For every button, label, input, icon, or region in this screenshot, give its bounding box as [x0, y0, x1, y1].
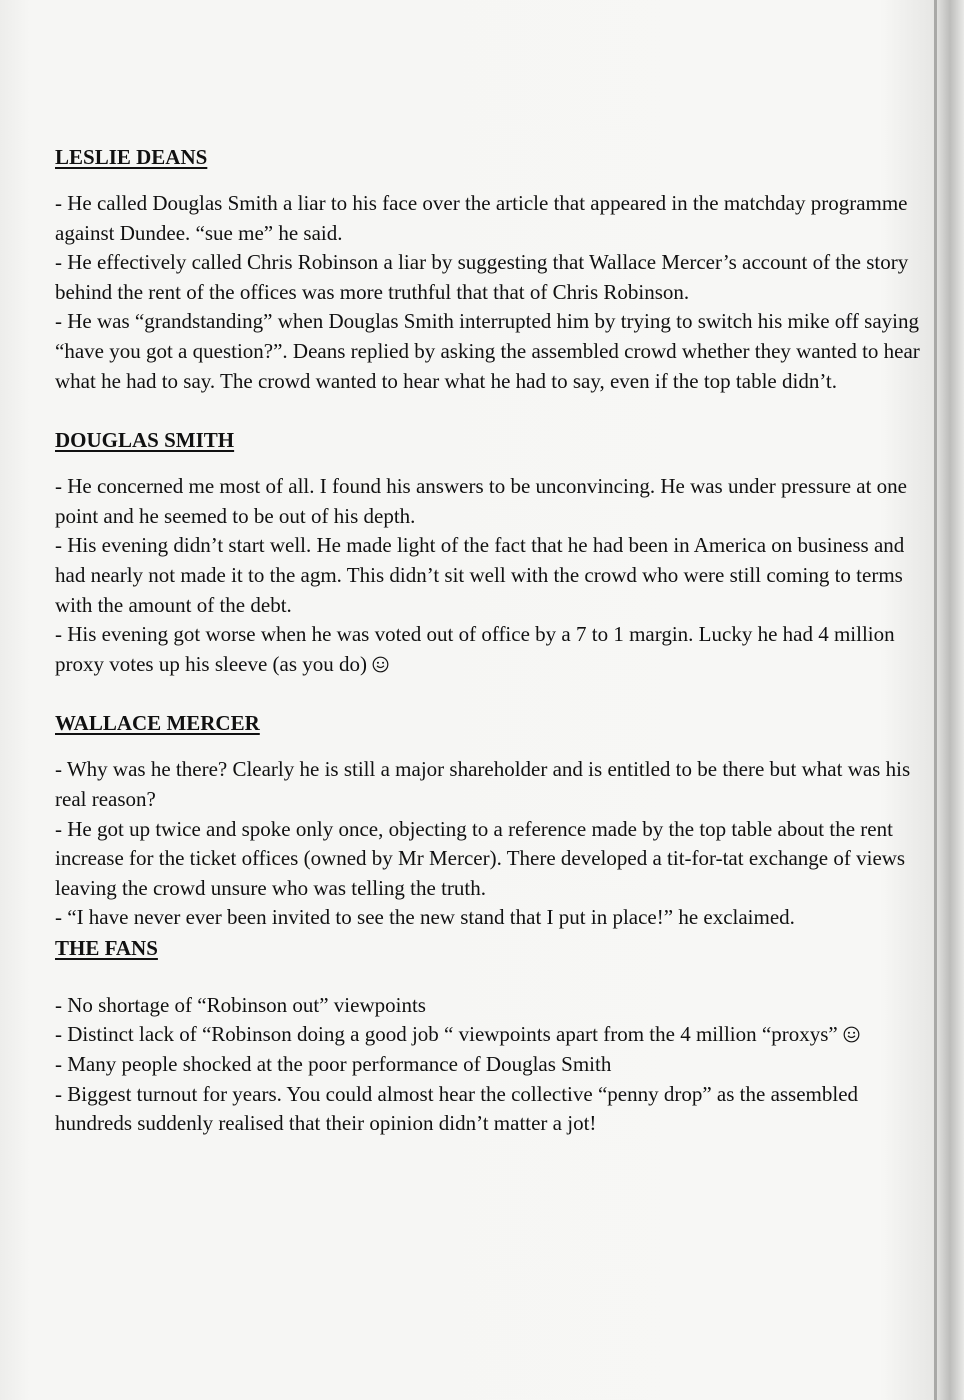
bullet-text: - Distinct lack of “Robinson doing a good job “ viewpoints apart from the 4 million “proxys” [55, 1022, 838, 1047]
document-body [55, 142, 921, 1139]
section-heading: WALLACE MERCER [55, 711, 260, 736]
bullet-point: - Why was he there? Clearly he is still a major shareholder and is entitled to be there but what was his real reason? [55, 757, 911, 811]
bullet-point [55, 620, 921, 679]
section-the-fans [55, 933, 921, 1139]
section-heading: LESLIE DEANS [55, 145, 208, 169]
bullet-point: - He was “grandstanding” when Douglas Smith interrupted him by trying to switch his mike off saying “have you got a question?”. Deans replied by asking the assembled crowd whether they wanted to hear what he had to say. The crowd wanted to hear what he had to say, even if the top table didn’t. [55, 309, 920, 393]
bullet-point: - He effectively called Chris Robinson a liar by suggesting that Wallace Mercer’s account of the story behind the rent of the offices was more truthful that that of Chris Robinson. [55, 250, 909, 304]
bullet-point: - He got up twice and spoke only once, objecting to a reference made by the top table about the rent increase for the ticket offices (owned by Mr Mercer). There developed a tit-for-tat exchange of views leaving the crowd unsure who was telling the truth. [55, 816, 906, 900]
bullet-text: - His evening got worse when he was voted out of office by a 7 to 1 margin. Lucky he had 4 million proxy votes up his sleeve (as you do) [55, 622, 895, 676]
bullet-point [55, 1020, 921, 1050]
section-heading: DOUGLAS SMITH [55, 428, 235, 453]
bullet-point: - He called Douglas Smith a liar to his face over the article that appeared in the matchday programme against Dundee. “sue me” he said. [55, 191, 908, 245]
bullet-point: - Biggest turnout for years. You could almost hear the collective “penny drop” as the assembled hundreds suddenly realised that their opinion didn’t matter a jot! [55, 1081, 859, 1136]
page-fold [934, 0, 937, 1400]
section-wallace-mercer [55, 708, 921, 933]
bullet-point: - “I have never ever been invited to see the new stand that I put in place!” he exclaimed. [55, 905, 795, 930]
bullet-point: - No shortage of “Robinson out” viewpoints [55, 992, 426, 1017]
section-heading: THE FANS [55, 935, 158, 960]
bullet-point: - He concerned me most of all. I found his answers to be unconvincing. He was under pressure at one point and he seemed to be out of his depth. [55, 474, 907, 528]
section-douglas-smith [55, 425, 921, 679]
bullet-point: - His evening didn’t start well. He made light of the fact that he had been in America on business and had nearly not made it to the agm. This didn’t sit well with the crowd who were still coming to terms with the amount of the debt. [55, 533, 905, 617]
bullet-point: - Many people shocked at the poor performance of Douglas Smith [55, 1052, 612, 1077]
smiley-face-icon [843, 1026, 860, 1043]
section-leslie-deans [55, 142, 921, 396]
smiley-face-icon [372, 656, 389, 673]
